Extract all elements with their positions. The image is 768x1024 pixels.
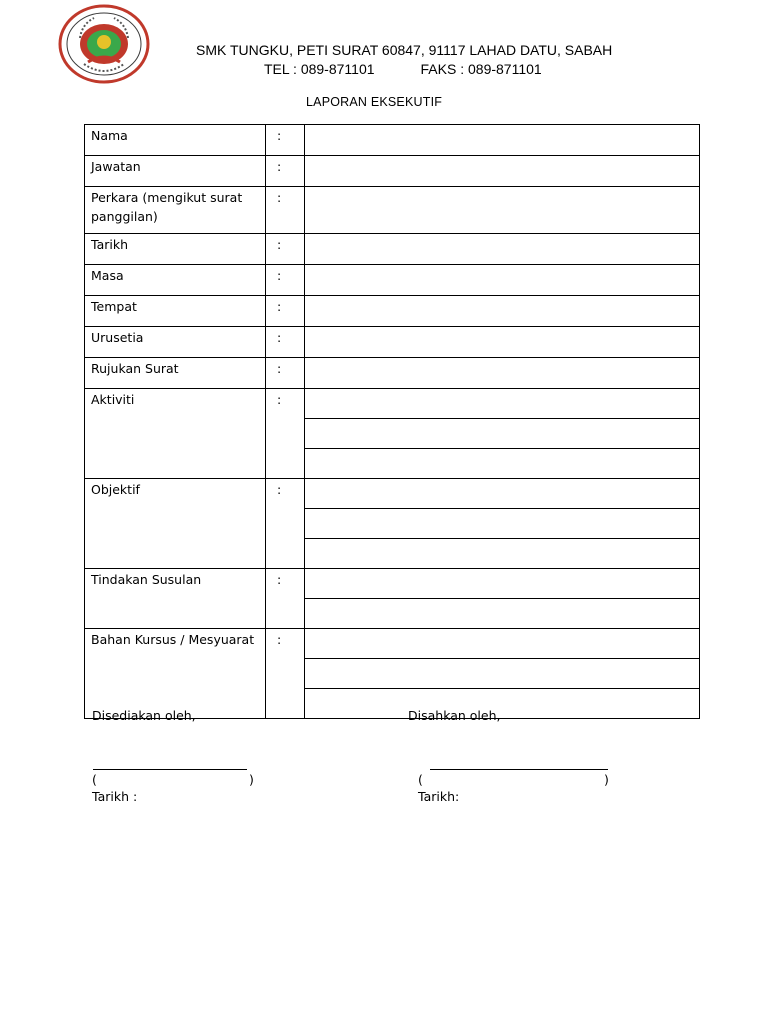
colon: : — [266, 265, 305, 296]
field-label: Tempat — [85, 296, 266, 327]
form-row-tarikh — [85, 234, 700, 265]
answer-line-bahan-1[interactable] — [305, 629, 700, 659]
colon: : — [266, 187, 305, 234]
report-title: LAPORAN EKSEKUTIF — [306, 95, 443, 109]
form-row-perkara — [85, 187, 700, 234]
colon: : — [266, 125, 305, 156]
colon: : — [266, 296, 305, 327]
form-row-bahan-kursus — [85, 629, 700, 659]
field-label: Tarikh — [85, 234, 266, 265]
colon: : — [266, 327, 305, 358]
colon: : — [266, 479, 305, 569]
close-paren-right: ) — [604, 772, 609, 787]
colon: : — [266, 234, 305, 265]
answer-field-rujukan-surat[interactable] — [305, 358, 700, 389]
answer-line-bahan-3[interactable] — [305, 689, 700, 719]
colon: : — [266, 358, 305, 389]
answer-line-objektif-2[interactable] — [305, 509, 700, 539]
form-row-masa — [85, 265, 700, 296]
answer-line-bahan-2[interactable] — [305, 659, 700, 689]
field-label: Jawatan — [85, 156, 266, 187]
school-logo — [58, 4, 150, 84]
signature-line-right[interactable] — [430, 769, 608, 770]
answer-line-objektif-1[interactable] — [305, 479, 700, 509]
answer-field-tarikh[interactable] — [305, 234, 700, 265]
colon: : — [266, 569, 305, 629]
colon: : — [266, 156, 305, 187]
open-paren-right: ( — [418, 772, 423, 787]
field-label: Rujukan Surat — [85, 358, 266, 389]
school-address: SMK TUNGKU, PETI SURAT 60847, 91117 LAHAD DATU, SABAH — [196, 42, 613, 58]
field-label: Nama — [85, 125, 266, 156]
field-label: Aktiviti — [85, 389, 266, 479]
prepared-by-label: Disediakan oleh, — [92, 708, 196, 723]
form-row-urusetia — [85, 327, 700, 358]
form-row-objektif — [85, 479, 700, 509]
answer-line-aktiviti-2[interactable] — [305, 419, 700, 449]
answer-field-urusetia[interactable] — [305, 327, 700, 358]
answer-line-objektif-3[interactable] — [305, 539, 700, 569]
colon: : — [266, 629, 305, 719]
field-label: Perkara (mengikut surat panggilan) — [85, 187, 266, 234]
date-label-left: Tarikh : — [92, 789, 138, 804]
colon: : — [266, 389, 305, 479]
answer-line-aktiviti-1[interactable] — [305, 389, 700, 419]
form-row-tindakan-susulan — [85, 569, 700, 599]
field-label: Urusetia — [85, 327, 266, 358]
answer-line-tindakan-1[interactable] — [305, 569, 700, 599]
answer-field-tempat[interactable] — [305, 296, 700, 327]
approved-by-label: Disahkan oleh, — [408, 708, 501, 723]
form-row-jawatan — [85, 156, 700, 187]
field-label: Objektif — [85, 479, 266, 569]
form-row-rujukan-surat — [85, 358, 700, 389]
form-row-tempat — [85, 296, 700, 327]
answer-field-jawatan[interactable] — [305, 156, 700, 187]
field-label: Tindakan Susulan — [85, 569, 266, 629]
answer-field-masa[interactable] — [305, 265, 700, 296]
answer-line-tindakan-2[interactable] — [305, 599, 700, 629]
field-label: Bahan Kursus / Mesyuarat — [85, 629, 266, 719]
form-row-aktiviti — [85, 389, 700, 419]
report-form-table — [84, 124, 700, 719]
telephone: TEL : 089-871101 — [264, 61, 375, 77]
answer-field-nama[interactable] — [305, 125, 700, 156]
answer-field-perkara[interactable] — [305, 187, 700, 234]
contact-line — [264, 61, 542, 77]
signature-line-left[interactable] — [93, 769, 247, 770]
form-row-nama — [85, 125, 700, 156]
close-paren-left: ) — [249, 772, 254, 787]
open-paren-left: ( — [92, 772, 97, 787]
date-label-right: Tarikh: — [418, 789, 460, 804]
answer-line-aktiviti-3[interactable] — [305, 449, 700, 479]
fax: FAKS : 089-871101 — [420, 61, 542, 77]
field-label: Masa — [85, 265, 266, 296]
